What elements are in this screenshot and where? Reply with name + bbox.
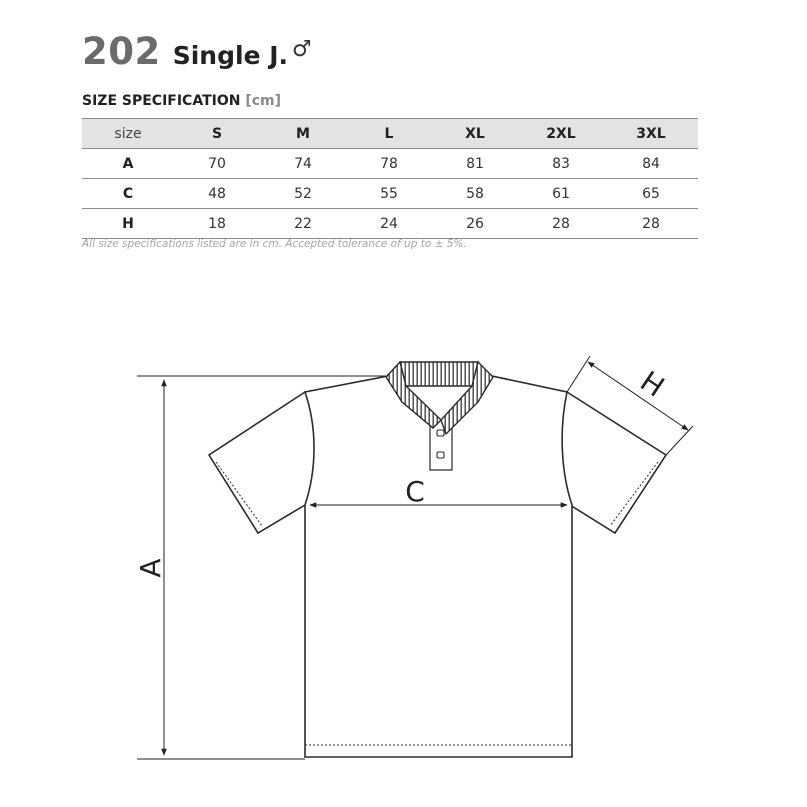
row-label: A	[82, 149, 174, 179]
header-3xl: 3XL	[604, 119, 698, 149]
table-cell: 55	[346, 179, 432, 209]
table-cell: 70	[174, 149, 260, 179]
label-h: H	[634, 364, 671, 404]
table-cell: 24	[346, 209, 432, 239]
spec-unit: [cm]	[245, 93, 282, 109]
button-bottom	[437, 452, 444, 458]
left-sleeve	[209, 392, 305, 533]
table-cell: 74	[260, 149, 346, 179]
table-cell: 28	[604, 209, 698, 239]
header-2xl: 2XL	[518, 119, 604, 149]
table-cell: 78	[346, 149, 432, 179]
right-sleeve	[567, 392, 666, 533]
male-icon: ♂	[292, 37, 312, 62]
header-xl: XL	[432, 119, 518, 149]
table-cell: 83	[518, 149, 604, 179]
table-cell: 52	[260, 179, 346, 209]
table-cell: 84	[604, 149, 698, 179]
table-cell: 81	[432, 149, 518, 179]
product-code: 202	[82, 30, 161, 73]
table-cell: 61	[518, 179, 604, 209]
header-s: S	[174, 119, 260, 149]
header-m: M	[260, 119, 346, 149]
tolerance-note: All size specifications listed are in cm. Accepted tolerance of up to ± 5%.	[82, 238, 467, 250]
row-label: C	[82, 179, 174, 209]
table-cell: 58	[432, 179, 518, 209]
collar-band	[400, 362, 478, 386]
spec-heading-text: SIZE SPECIFICATION	[82, 93, 241, 109]
table-cell: 48	[174, 179, 260, 209]
table-cell: 26	[432, 209, 518, 239]
table-cell: 65	[604, 179, 698, 209]
product-name: Single J.	[172, 41, 289, 70]
row-label: H	[82, 209, 174, 239]
header-size: size	[82, 119, 174, 149]
header-l: L	[346, 119, 432, 149]
table-cell: 28	[518, 209, 604, 239]
label-c: C	[405, 475, 425, 508]
button-top	[437, 430, 444, 436]
label-a: A	[134, 558, 167, 578]
table-cell: 22	[260, 209, 346, 239]
table-cell: 18	[174, 209, 260, 239]
